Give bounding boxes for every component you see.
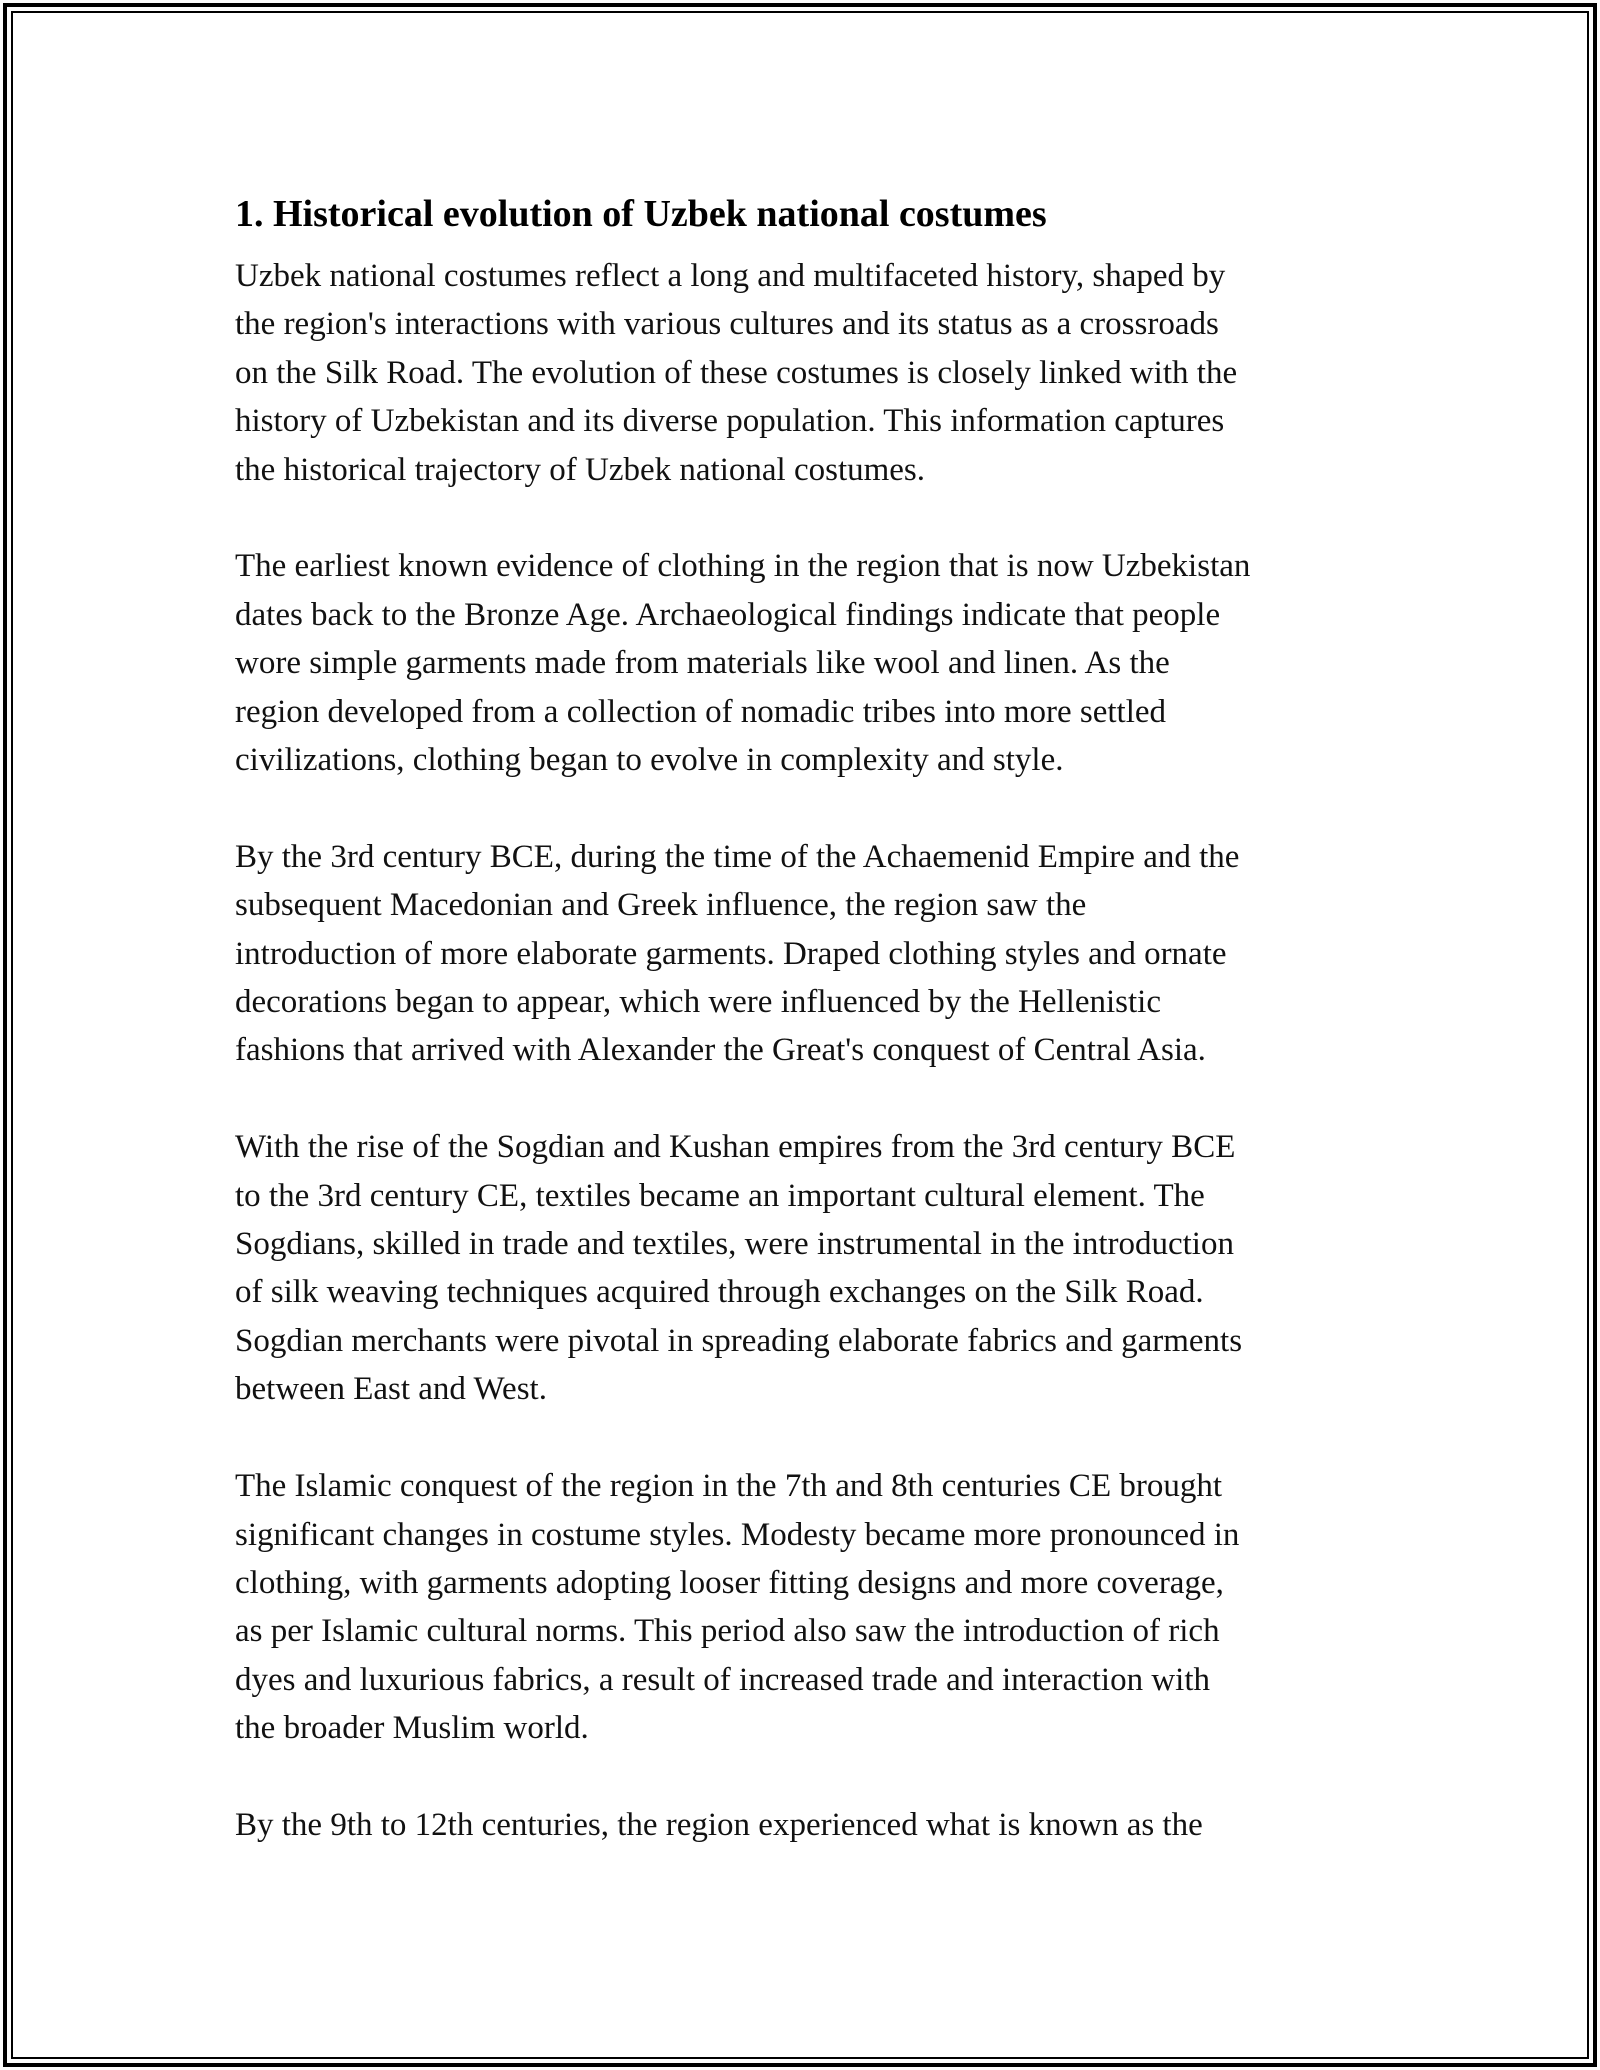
document-body	[235, 186, 1375, 1898]
section-heading: 1. Historical evolution of Uzbek national costumes	[235, 193, 1047, 235]
paragraph-islamic-conquest: The Islamic conquest of the region in the 7th and 8th centuries CE brought significant changes in costume styles. Modesty became more pronounced in clothing, with garments adopting looser fitting designs and more coverage, as per Islamic cultural norms. This period also saw the introduction of rich dyes and luxurious fabrics, a result of increased trade and interaction with the broader Muslim world.	[235, 1468, 1240, 1747]
paragraph-hellenistic: By the 3rd century BCE, during the time of the Achaemenid Empire and the subsequent Macedonian and Greek influence, the region saw the introduction of more elaborate garments. Draped clothing styles and ornate decorations began to appear, which were influenced by the Hellenistic fashions that arrived with Alexander the Great's conquest of Central Asia.	[235, 838, 1240, 1069]
paragraph-9th-12th-centuries: By the 9th to 12th centuries, the region experienced what is known as the	[235, 1806, 1203, 1843]
paragraph-bronze-age: The earliest known evidence of clothing in the region that is now Uzbekistan dates back to the Bronze Age. Archaeological findings indicate that people wore simple garments made from materials like wool and linen. As the region developed from a collection of nomadic tribes into more settled civilizations, clothing began to evolve in complexity and style.	[235, 548, 1251, 779]
paragraph-sogdian-kushan: With the rise of the Sogdian and Kushan empires from the 3rd century BCE to the 3rd century CE, textiles became an important cultural element. The Sogdians, skilled in trade and textiles, were instrumental in the introduction of silk weaving techniques acquired through exchanges on the Silk Road. Sogdian merchants were pivotal in spreading elaborate fabrics and garments between East and West.	[235, 1129, 1243, 1408]
paragraph-intro: Uzbek national costumes reflect a long and multifaceted history, shaped by the region's interactions with various cultures and its status as a crossroads on the Silk Road. The evolution of these costumes is closely linked with the history of Uzbekistan and its diverse population. This information captures the historical trajectory of Uzbek national costumes.	[235, 258, 1238, 488]
